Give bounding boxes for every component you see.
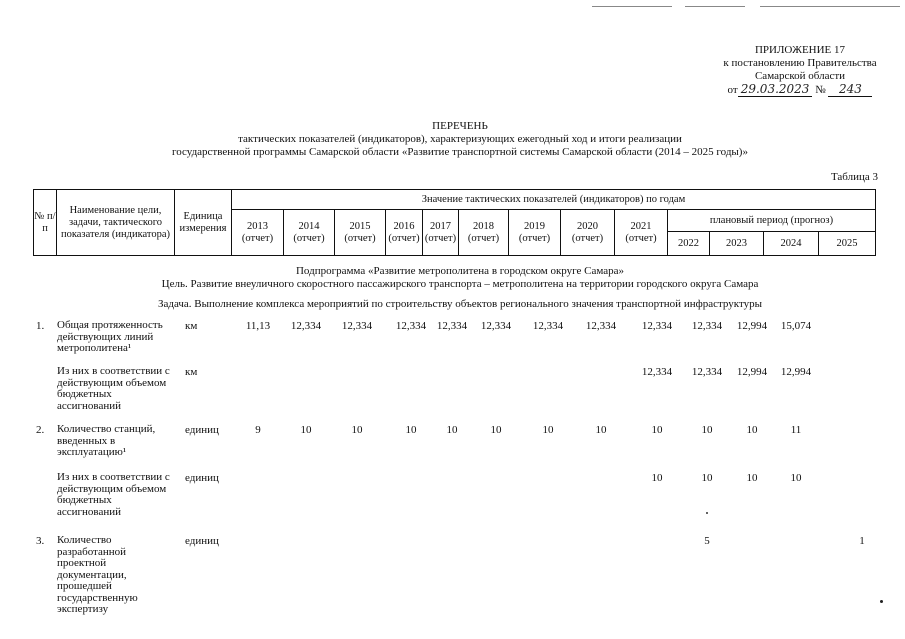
row-number: 1. [36, 320, 45, 332]
scan-dot [706, 512, 708, 514]
value-cell: 12,334 [585, 320, 617, 332]
header-year: 2014 (отчет) [284, 210, 335, 256]
indicator-unit: км [185, 366, 198, 378]
annex-date-line [700, 83, 900, 97]
value-cell: 10 [651, 424, 663, 436]
value-cell: 10 [790, 472, 802, 484]
value-cell: 12,994 [736, 366, 768, 378]
indicator-name: Из них в соответствии с действующим объемом бюджетных ассигнований [57, 365, 170, 412]
header-year: 2020 (отчет) [561, 210, 615, 256]
annex-line: Самарской области [754, 70, 846, 82]
value-cell: 12,334 [641, 320, 673, 332]
value-cell: 12,334 [290, 320, 322, 332]
value-cell: 12,334 [691, 366, 723, 378]
header-year: 2016 (отчет) [386, 210, 423, 256]
header-year: 2021 (отчет) [615, 210, 668, 256]
scan-line [685, 6, 745, 7]
value-cell: 12,334 [480, 320, 512, 332]
value-cell: 5 [704, 535, 710, 547]
value-cell: 10 [405, 424, 417, 436]
value-cell: 12,334 [436, 320, 468, 332]
row-number: 2. [36, 424, 45, 436]
value-cell: 10 [746, 472, 758, 484]
indicator-name: Количество станций, введенных в эксплуатацию¹ [57, 423, 156, 458]
indicator-unit: единиц [185, 472, 219, 484]
number-prefix: № [815, 84, 826, 96]
header-unit: Единица измерения [175, 190, 232, 256]
date-prefix: от [727, 84, 738, 96]
header-year: 2017 (отчет) [423, 210, 459, 256]
title-line-2: тактических показателей (индикаторов), характеризующих ежегодный ход и итоги реализации [238, 133, 682, 145]
header-year: 2019 (отчет) [509, 210, 561, 256]
annex-block [700, 44, 900, 97]
value-cell: 1 [859, 535, 865, 547]
value-cell: 9 [255, 424, 261, 436]
indicator-unit: единиц [185, 535, 219, 547]
value-cell: 10 [490, 424, 502, 436]
value-cell: 12,334 [691, 320, 723, 332]
header-year: 2013 (отчет) [232, 210, 284, 256]
annex-line: к постановлению Правительства [723, 57, 877, 69]
value-cell: 10 [351, 424, 363, 436]
doc-title [120, 120, 800, 159]
subprogram-title: Подпрограмма «Развитие метрополитена в городском округе Самара» [295, 265, 625, 277]
table-header [33, 189, 876, 256]
value-cell: 10 [651, 472, 663, 484]
header-values-group: Значение тактических показателей (индикаторов) по годам [232, 190, 876, 210]
header-plan-year: 2022 [668, 232, 710, 256]
header-num: № п/п [34, 190, 57, 256]
header-plan-year: 2024 [764, 232, 819, 256]
goal-text: Цель. Развитие внеуличного скоростного пассажирского транспорта – метрополитена на территории городского округа Самара [161, 278, 759, 290]
value-cell: 10 [701, 472, 713, 484]
indicator-name: Из них в соответствии с действующим объемом бюджетных ассигнований [57, 471, 170, 518]
value-cell: 12,334 [395, 320, 427, 332]
task-text: Задача. Выполнение комплекса мероприятий по строительству объектов регионального значения транспортной инфраструктуры [157, 298, 763, 310]
header-year: 2015 (отчет) [335, 210, 386, 256]
indicator-unit: км [185, 320, 198, 332]
number-value: 243 [828, 83, 872, 97]
annex-title: ПРИЛОЖЕНИЕ 17 [754, 44, 846, 56]
value-cell: 10 [300, 424, 312, 436]
value-cell: 12,334 [641, 366, 673, 378]
date-value: 29.03.2023 [738, 83, 813, 97]
value-cell: 11,13 [245, 320, 271, 332]
value-cell: 12,334 [532, 320, 564, 332]
header-plan-year: 2025 [819, 232, 876, 256]
scan-dot [880, 600, 883, 603]
indicator-name: Количество разработанной проектной документации, прошедшей государственную экспертизу [57, 534, 138, 615]
table-label: Таблица 3 [830, 171, 878, 183]
value-cell: 12,334 [341, 320, 373, 332]
title-line-1: ПЕРЕЧЕНЬ [432, 120, 488, 132]
header-plan-year: 2023 [710, 232, 764, 256]
title-line-3: государственной программы Самарской области «Развитие транспортной системы Самарской области (2014 – 2025 годы)» [172, 146, 748, 158]
value-cell: 10 [446, 424, 458, 436]
header-year: 2018 (отчет) [459, 210, 509, 256]
scan-line [592, 6, 672, 7]
value-cell: 10 [595, 424, 607, 436]
scan-line [760, 6, 900, 7]
header-name: Наименование цели, задачи, тактического показателя (индикатора) [57, 190, 175, 256]
value-cell: 11 [790, 424, 802, 436]
value-cell: 10 [746, 424, 758, 436]
indicator-unit: единиц [185, 424, 219, 436]
row-number: 3. [36, 535, 45, 547]
value-cell: 15,074 [780, 320, 812, 332]
value-cell: 10 [542, 424, 554, 436]
value-cell: 12,994 [736, 320, 768, 332]
value-cell: 10 [701, 424, 713, 436]
indicator-name: Общая протяженность действующих линий метрополитена¹ [57, 319, 163, 354]
value-cell: 12,994 [780, 366, 812, 378]
header-planned-group: плановый период (прогноз) [668, 210, 876, 232]
